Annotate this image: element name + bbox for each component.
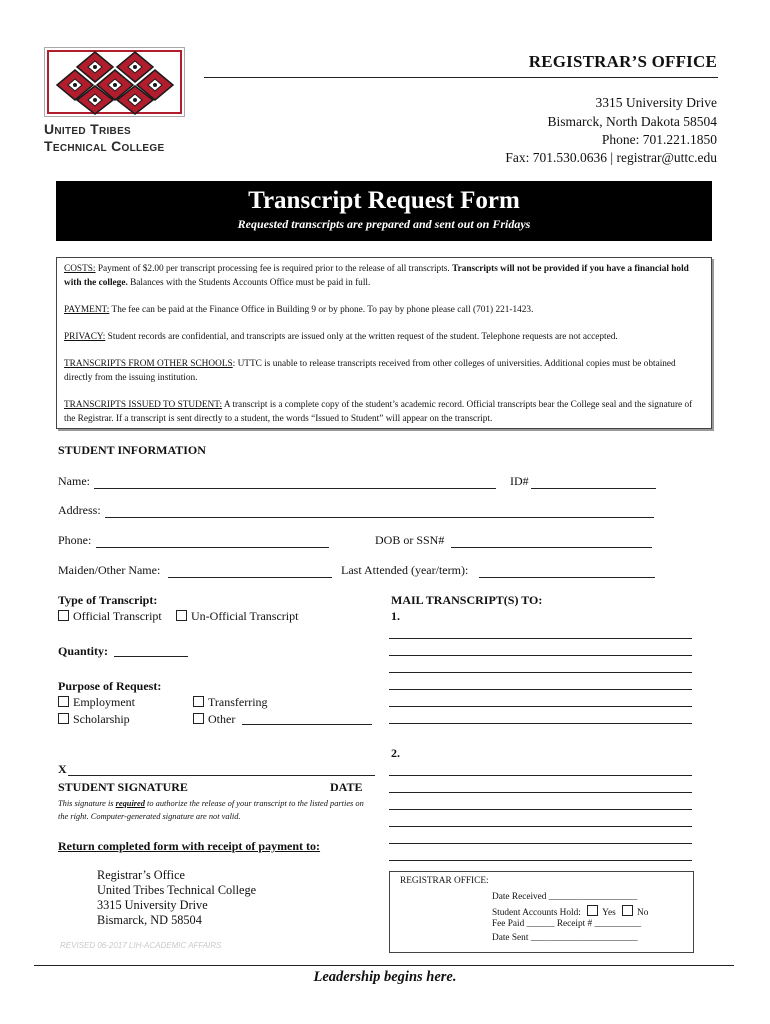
return-line-3: 3315 University Drive: [97, 898, 208, 912]
quantity-field[interactable]: [114, 656, 188, 657]
accounts-hold-yes-checkbox[interactable]: [587, 905, 598, 916]
signature-note: [58, 797, 370, 823]
student-info-heading: STUDENT INFORMATION: [58, 443, 206, 457]
logo-name-line2: Technical College: [44, 138, 165, 154]
student-signature-field[interactable]: [68, 775, 375, 776]
accounts-hold-no-label: No: [637, 908, 649, 918]
other-label: Other: [208, 712, 236, 726]
mail-2-line-5[interactable]: [389, 843, 692, 844]
city-line: Bismarck, North Dakota 58504: [547, 114, 717, 129]
mail-2-line-6[interactable]: [389, 860, 692, 861]
id-field[interactable]: [531, 488, 656, 489]
payment-paragraph: [64, 303, 704, 317]
unofficial-transcript-label: Un-Official Transcript: [191, 609, 299, 623]
transferring-checkbox[interactable]: [193, 696, 204, 707]
quantity-label: Quantity:: [58, 644, 109, 658]
phone-label: Phone:: [58, 533, 92, 547]
unofficial-transcript-option[interactable]: [176, 609, 298, 624]
mail-2-line-1[interactable]: [389, 775, 692, 776]
mail-recipient-2-number: 2.: [391, 746, 400, 760]
dob-label: DOB or SSN#: [375, 533, 445, 547]
costs-tail-text: Balances with the Students Accounts Office must be paid in full.: [127, 278, 371, 288]
payment-label: PAYMENT:: [64, 305, 110, 315]
name-field[interactable]: [94, 488, 496, 489]
address-label: Address:: [58, 503, 101, 517]
form-title: Transcript Request Form: [248, 187, 520, 214]
other-schools-text: : UTTC is unable to release transcripts received from other colleges of universities. Additional copies must be obtained directly from the issuing institution.: [64, 359, 676, 383]
return-line-4: Bismarck, ND 58504: [97, 913, 202, 927]
office-title: REGISTRAR’S OFFICE: [528, 52, 717, 71]
other-option[interactable]: [193, 712, 235, 727]
official-transcript-option[interactable]: [58, 609, 162, 624]
return-line-1: Registrar’s Office: [97, 868, 185, 882]
footer-divider: [34, 965, 734, 966]
scholarship-option[interactable]: [58, 712, 130, 727]
return-address: [97, 868, 256, 928]
maiden-name-field[interactable]: [168, 577, 332, 578]
mail-1-line-6[interactable]: [389, 723, 692, 724]
signature-note-required: required: [115, 799, 145, 808]
date-received-field[interactable]: Date Received ___________________: [492, 892, 638, 902]
other-schools-label: TRANSCRIPTS FROM OTHER SCHOOLS: [64, 359, 233, 369]
signature-note-pre: This signature is: [58, 799, 116, 808]
mail-1-line-1[interactable]: [389, 638, 692, 639]
accounts-hold-no-checkbox[interactable]: [622, 905, 633, 916]
mail-2-line-2[interactable]: [389, 792, 692, 793]
employment-label: Employment: [73, 695, 135, 709]
other-checkbox[interactable]: [193, 713, 204, 724]
privacy-text: Student records are confidential, and transcripts are issued only at the written request of the student. Telephone requests are not accepted.: [105, 332, 618, 342]
last-attended-label: Last Attended (year/term):: [341, 563, 469, 577]
transcript-type-heading: Type of Transcript:: [58, 593, 158, 607]
official-transcript-label: Official Transcript: [73, 609, 162, 623]
id-label: ID#: [510, 474, 529, 488]
policy-info-box: [56, 257, 712, 429]
other-purpose-field[interactable]: [242, 724, 372, 725]
mail-1-line-5[interactable]: [389, 706, 692, 707]
fax-email-line: Fax: 701.530.0636 | registrar@uttc.edu: [505, 150, 717, 165]
employment-checkbox[interactable]: [58, 696, 69, 707]
payment-text: The fee can be paid at the Finance Office in Building 9 or by phone. To pay by phone please call (701) 221-1423.: [109, 305, 534, 315]
employment-option[interactable]: [58, 695, 135, 710]
official-transcript-checkbox[interactable]: [58, 610, 69, 621]
accounts-hold-row: [492, 905, 648, 918]
header-divider: [204, 77, 718, 78]
logo-diamond-pattern-icon: [45, 48, 184, 116]
other-schools-paragraph: [64, 357, 704, 385]
college-logo: [44, 47, 185, 117]
costs-text: Payment of $2.00 per transcript processing fee is required prior to the release of all transcripts.: [95, 264, 453, 274]
mail-1-line-4[interactable]: [389, 689, 692, 690]
name-label: Name:: [58, 474, 90, 488]
college-logo-name: [44, 121, 164, 155]
return-line-2: United Tribes Technical College: [97, 883, 257, 897]
phone-line: Phone: 701.221.1850: [601, 132, 717, 147]
signature-x-mark: X: [58, 762, 67, 776]
issued-paragraph: [64, 398, 704, 426]
accounts-hold-yes-label: Yes: [602, 908, 616, 918]
costs-bold-text: Transcripts will not be provided if you have a financial hold with the college.: [64, 264, 689, 288]
issued-text: A transcript is a complete copy of the student’s academic record. Official transcripts bear the College seal and the signature of the Registrar. If a transcript is sent directly to a student, the words “Issued to Student” will appear on the transcript.: [64, 400, 693, 424]
address-line: 3315 University Drive: [595, 95, 717, 110]
phone-field[interactable]: [96, 547, 329, 548]
issued-label: TRANSCRIPTS ISSUED TO STUDENT:: [64, 400, 223, 410]
fee-paid-field[interactable]: Fee Paid ______ Receipt # __________: [492, 919, 641, 929]
scholarship-checkbox[interactable]: [58, 713, 69, 724]
last-attended-field[interactable]: [479, 577, 655, 578]
dob-ssn-field[interactable]: [451, 547, 652, 548]
address-field[interactable]: [105, 517, 654, 518]
footer-tagline: Leadership begins here.: [313, 969, 457, 985]
date-sent-field[interactable]: Date Sent _______________________: [492, 933, 638, 943]
revision-note: REVISED 06-2017 LIH-ACADEMIC AFFAIRS: [60, 941, 222, 950]
signature-date-label: DATE: [330, 780, 363, 794]
student-signature-label: STUDENT SIGNATURE: [58, 780, 188, 794]
mail-2-line-3[interactable]: [389, 809, 692, 810]
purpose-heading: Purpose of Request:: [58, 679, 162, 693]
registrar-office-box: [389, 871, 694, 953]
accounts-hold-label: Student Accounts Hold:: [492, 908, 581, 918]
mail-1-line-3[interactable]: [389, 672, 692, 673]
logo-name-line1: United Tribes: [44, 121, 132, 137]
transferring-label: Transferring: [208, 695, 268, 709]
form-subtitle: Requested transcripts are prepared and sent out on Fridays: [237, 217, 531, 231]
unofficial-transcript-checkbox[interactable]: [176, 610, 187, 621]
mail-2-line-4[interactable]: [389, 826, 692, 827]
costs-label: COSTS:: [64, 264, 96, 274]
mail-to-heading: MAIL TRANSCRIPT(S) TO:: [391, 593, 543, 607]
title-band: [56, 181, 712, 241]
mail-recipient-1-number: 1.: [391, 609, 400, 623]
signature-note-post: to authorize the release of your transcript to the listed parties on the right. Computer-generated signature are not valid.: [58, 799, 364, 821]
privacy-label: PRIVACY:: [64, 332, 106, 342]
costs-paragraph: [64, 262, 704, 290]
transferring-option[interactable]: [193, 695, 268, 710]
registrar-box-title: REGISTRAR OFFICE:: [400, 876, 489, 886]
scholarship-label: Scholarship: [73, 712, 130, 726]
mail-1-line-2[interactable]: [389, 655, 692, 656]
return-heading: Return completed form with receipt of payment to:: [58, 839, 321, 853]
privacy-paragraph: [64, 330, 704, 344]
maiden-name-label: Maiden/Other Name:: [58, 563, 161, 577]
